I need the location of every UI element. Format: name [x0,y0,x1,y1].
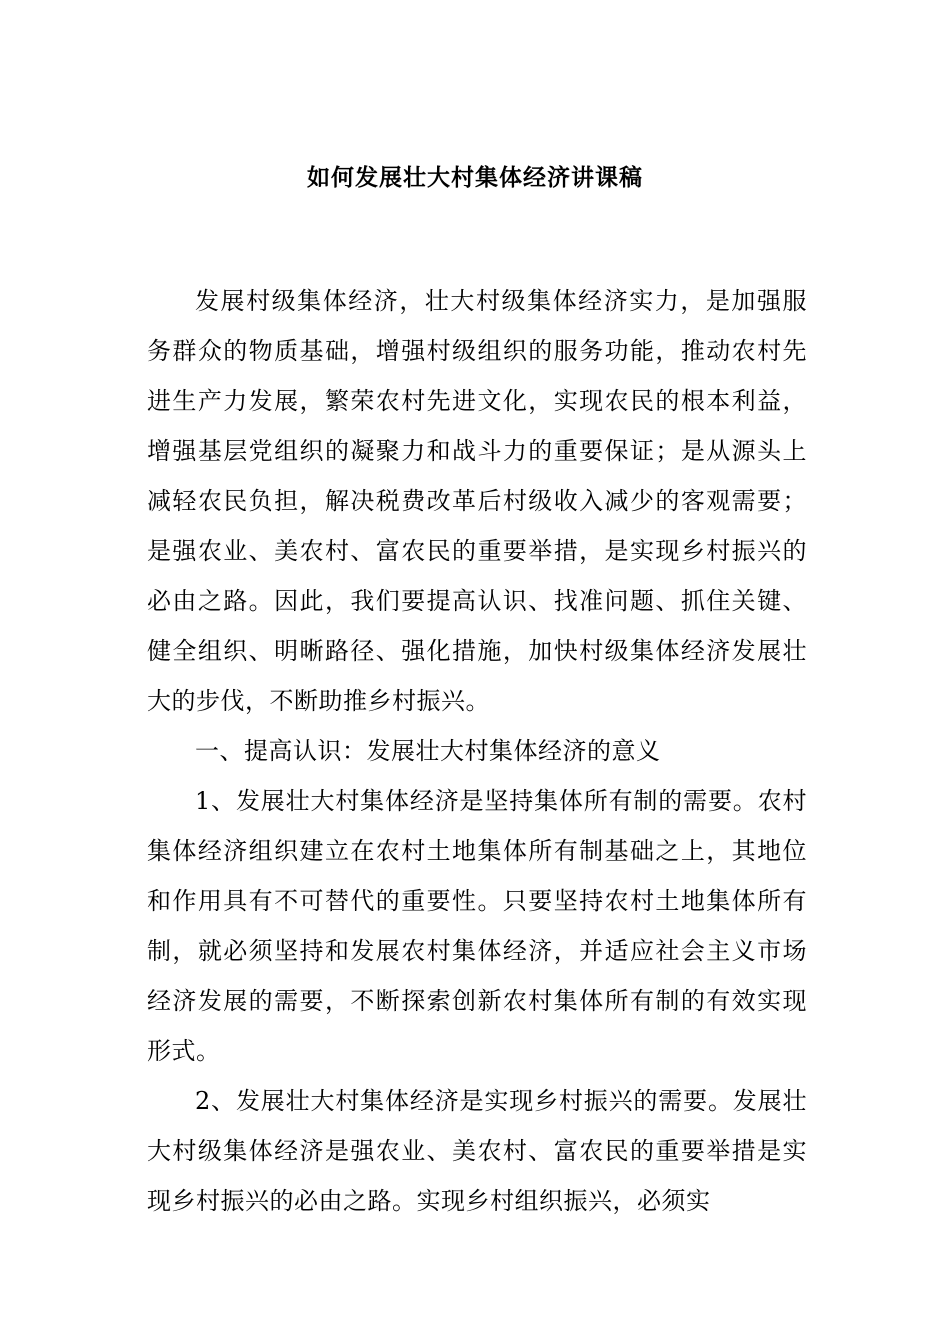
paragraph-intro: 发展村级集体经济，壮大村级集体经济实力，是加强服务群众的物质基础，增强村级组织的服务功能，推动农村先进生产力发展，繁荣农村先进文化，实现农民的根本利益，增强基层党组织的凝聚力和战斗力的重要保证；是从源头上减轻农民负担，解决税费改革后村级收入减少的客观需要；是强农业、美农村、富农民的重要举措，是实现乡村振兴的必由之路。因此，我们要提高认识、找准问题、抓住关键、健全组织、明晰路径、强化措施，加快村级集体经济发展壮大的步伐，不断助推乡村振兴。 [147,287,807,715]
paragraph-point-1: 1、发展壮大村集体经济是坚持集体所有制的需要。农村集体经济组织建立在农村土地集体所有制基础之上，其地位和作用具有不可替代的重要性。只要坚持农村土地集体所有制，就必须坚持和发展农村集体经济，并适应社会主义市场经济发展的需要，不断探索创新农村集体所有制的有效实现形式。 [147,787,807,1065]
document-title: 如何发展壮大村集体经济讲课稿 [307,165,643,191]
section-heading-1: 一、提高认识：发展壮大村集体经济的意义 [195,737,661,765]
document-body [147,276,807,1226]
paragraph-point-2: 2、发展壮大村集体经济是实现乡村振兴的需要。发展壮大村级集体经济是强农业、美农村、富农民的重要举措是实现乡村振兴的必由之路。实现乡村组织振兴，必须实 [147,1087,807,1215]
